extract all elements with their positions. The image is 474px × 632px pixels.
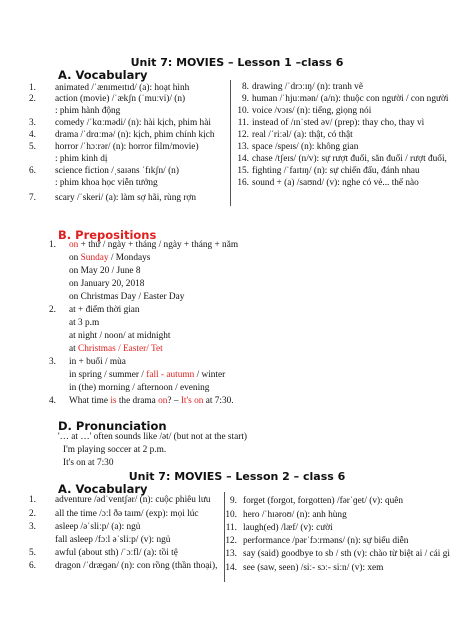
pronunciation-example: I'm playing soccer at 2 p.m.	[63, 445, 167, 455]
column-divider	[230, 80, 231, 206]
list-item: on January 20, 2018	[69, 279, 145, 289]
list-item: in spring / summer / fall - autumn / winter	[69, 370, 226, 380]
list-item: in (the) morning / afternoon / evening	[69, 383, 210, 393]
lesson1-title: Unit 7: MOVIES – Lesson 1 –class 6	[130, 56, 344, 69]
lesson1-vocab-heading: A. Vocabulary	[58, 68, 148, 82]
prepositions-heading: B. Prepositions	[58, 228, 157, 242]
lesson2-vocab-heading: A. Vocabulary	[58, 482, 148, 496]
list-item: at Christmas / Easter/ Tet	[69, 344, 163, 354]
pronunciation-rule: '… at …' often sounds like /ət/ (but not at the start)	[58, 432, 247, 442]
pronunciation-example: It's on at 7:30	[63, 458, 114, 468]
list-item: at 3 p.m	[69, 318, 100, 328]
list-item: on May 20 / June 8	[69, 266, 141, 276]
list-item: at night / noon/ at midnight	[69, 331, 171, 341]
lesson2-title: Unit 7: MOVIES – Lesson 2 – class 6	[128, 470, 346, 483]
list-item: on Sunday / Mondays	[69, 253, 151, 263]
list-item: on Christmas Day / Easter Day	[69, 292, 185, 302]
pronunciation-heading: D. Pronunciation	[58, 419, 167, 433]
